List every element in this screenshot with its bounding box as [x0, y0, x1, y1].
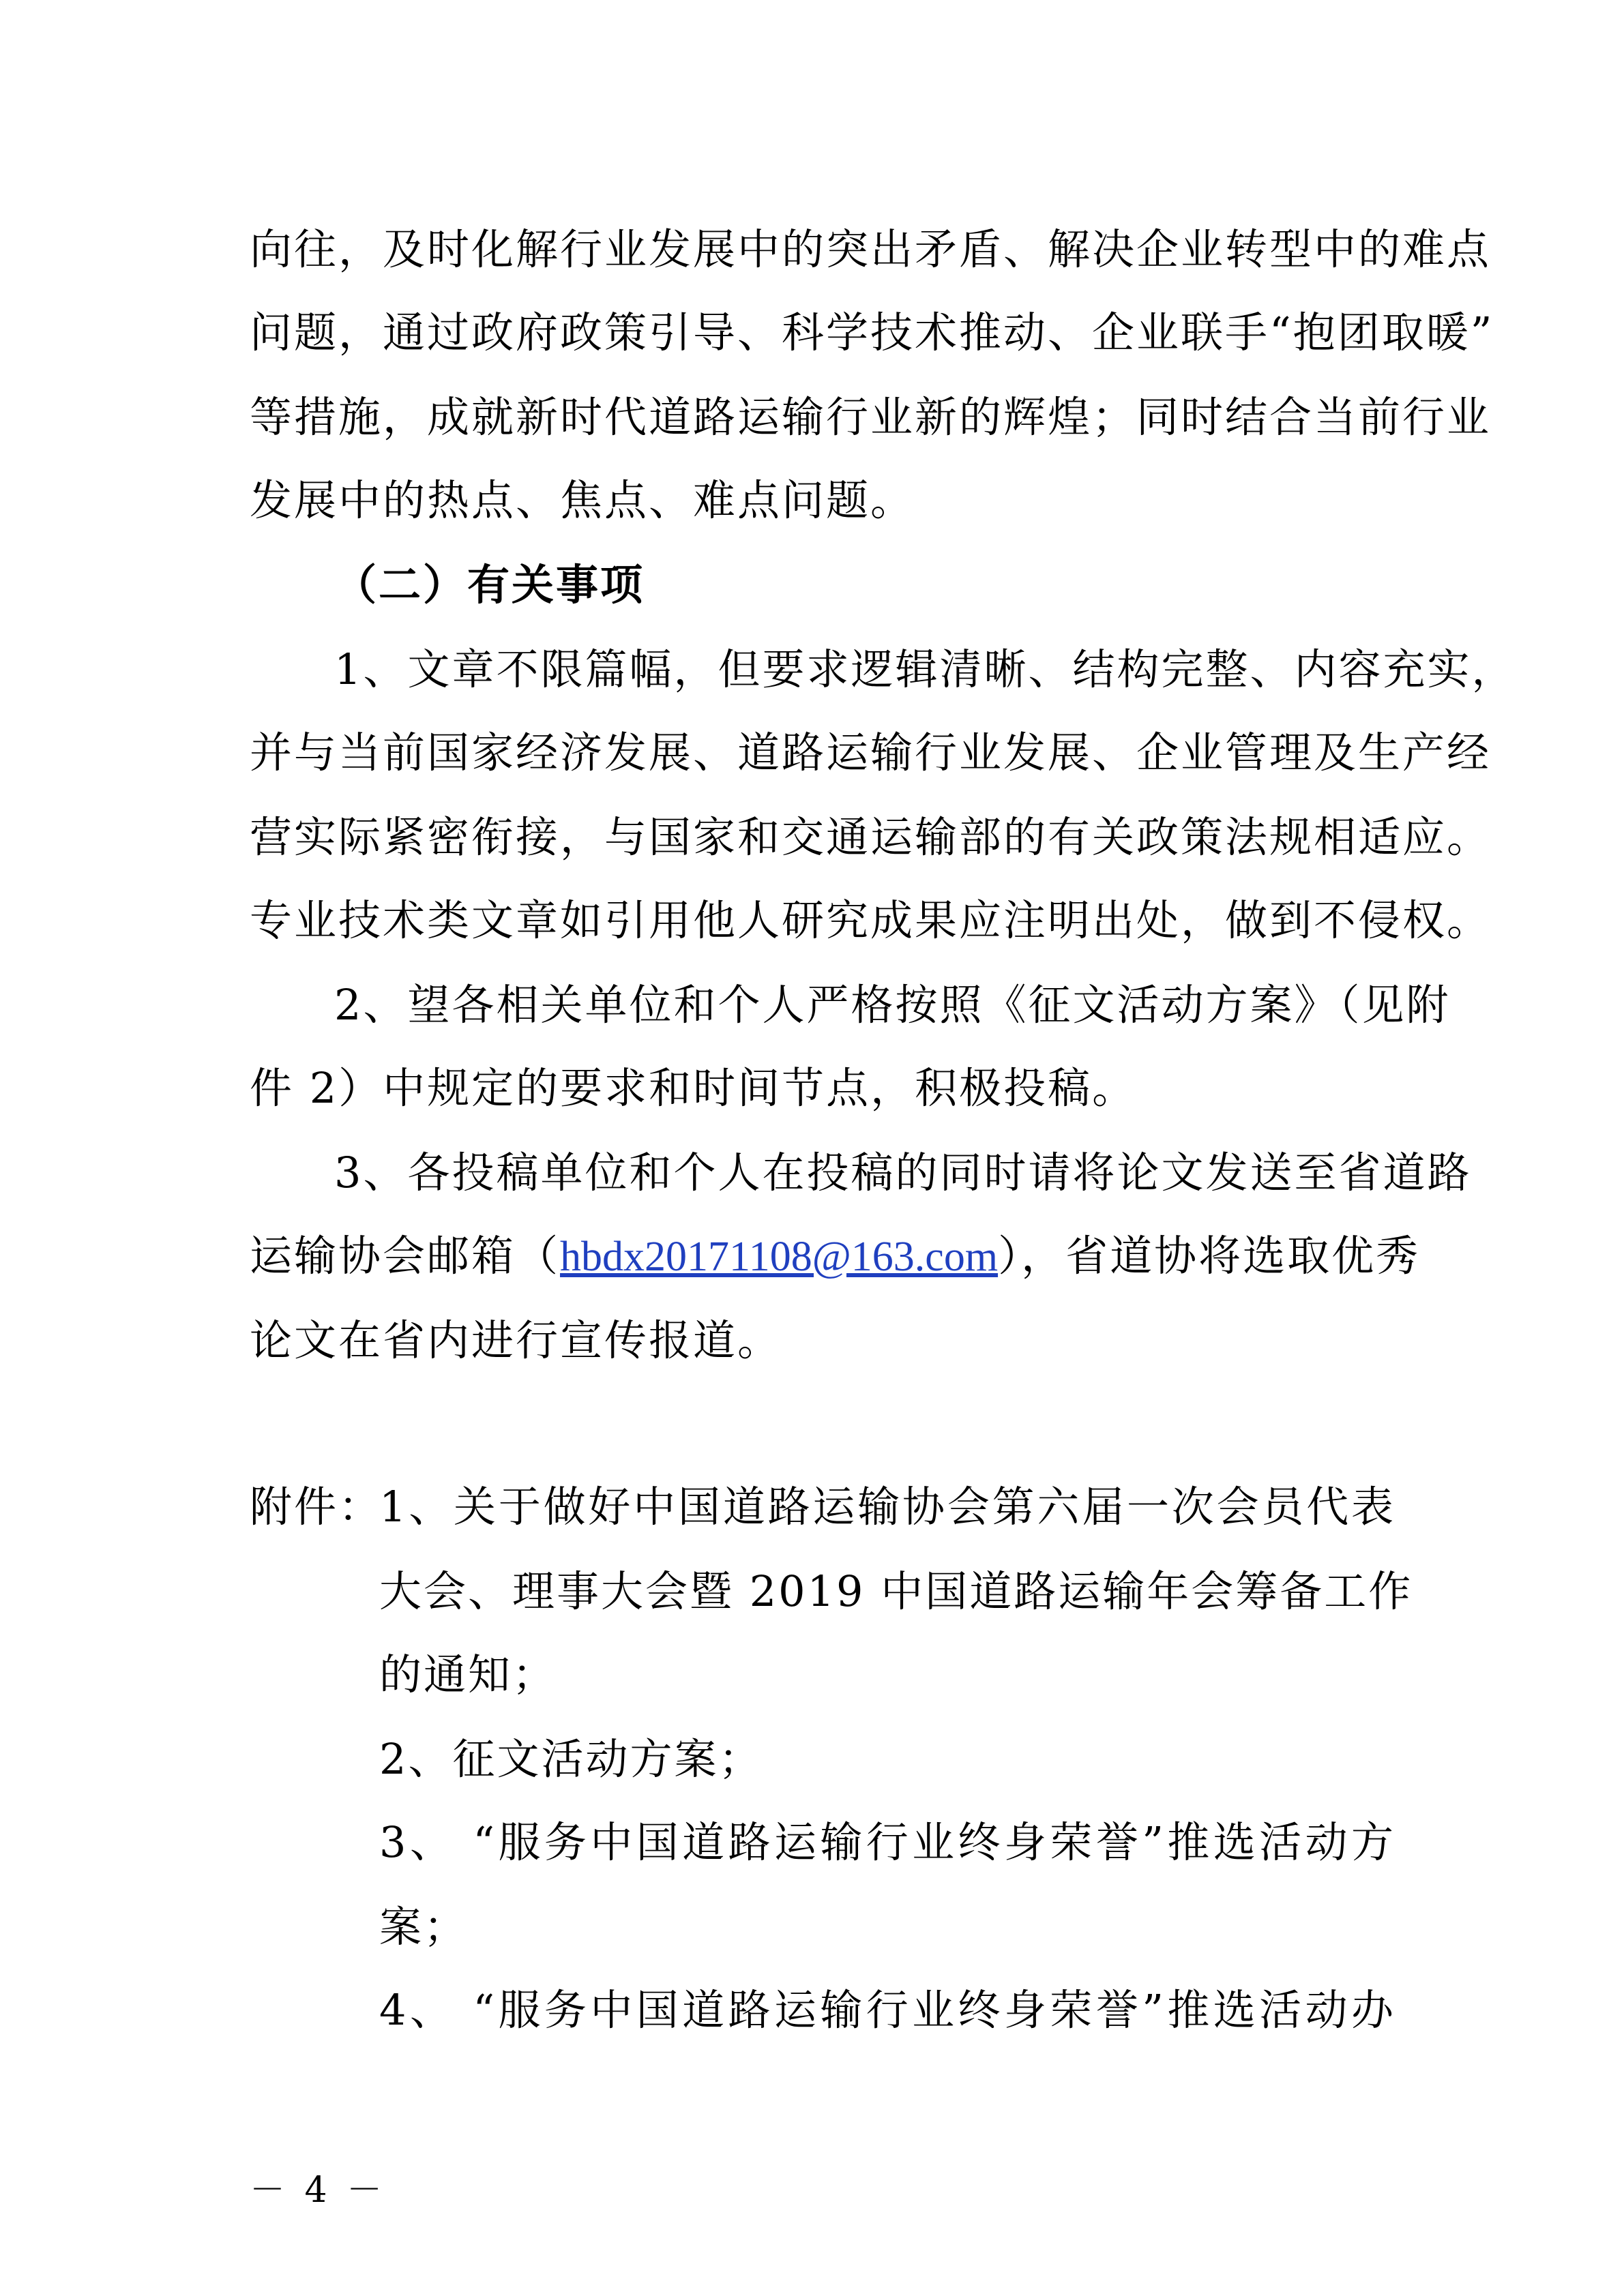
body-line: 问题，通过政府政策引导、科学技术推动、企业联手“抱团取暖” — [250, 308, 1494, 357]
item-2-line: 2、望各相关单位和个人严格按照《征文活动方案》（见附 — [334, 980, 1451, 1030]
item-3-text-after: ），省道协将选取优秀 — [998, 1231, 1421, 1281]
attachment-line: 的通知； — [379, 1650, 557, 1699]
attachments-label: 附件： — [250, 1482, 383, 1532]
email-link[interactable]: hbdx20171108@163.com — [560, 1234, 999, 1280]
item-3-line: 3、各投稿单位和个人在投稿的同时请将论文发送至省道路 — [334, 1148, 1472, 1197]
item-1-line: 专业技术类文章如引用他人研究成果应注明出处，做到不侵权。 — [250, 895, 1492, 945]
item-1-line: 1、文章不限篇幅，但要求逻辑清晰、结构完整、内容充实， — [334, 644, 1516, 694]
item-3-text-before: 运输协会邮箱（ — [250, 1231, 561, 1281]
item-1-line: 营实际紧密衔接，与国家和交通运输部的有关政策法规相适应。 — [250, 812, 1492, 862]
attachment-line: 大会、理事大会暨 2019 中国道路运输年会筹备工作 — [379, 1566, 1413, 1616]
body-line: 等措施，成就新时代道路运输行业新的辉煌；同时结合当前行业 — [250, 392, 1492, 442]
item-3-line: 论文在省内进行宣传报道。 — [250, 1315, 782, 1365]
attachment-line: 2、征文活动方案； — [379, 1734, 763, 1784]
attachment-line: 1、关于做好中国道路运输协会第六届一次会员代表 — [379, 1482, 1396, 1532]
section-heading: （二）有关事项 — [334, 560, 645, 610]
body-line: 发展中的热点、焦点、难点问题。 — [250, 475, 915, 525]
attachment-line: 3、 “服务中国道路运输行业终身荣誉”推选活动方 — [379, 1817, 1396, 1867]
item-2-line: 件 2）中规定的要求和时间节点，积极投稿。 — [250, 1063, 1137, 1113]
item-3-line-email — [250, 1229, 1421, 1284]
body-line: 向往，及时化解行业发展中的突出矛盾、解决企业转型中的难点 — [250, 224, 1492, 274]
page-number: － 4 － — [250, 2170, 387, 2211]
attachment-line: 案； — [379, 1902, 469, 1952]
attachment-line: 4、 “服务中国道路运输行业终身荣誉”推选活动办 — [379, 1985, 1396, 2035]
item-1-line: 并与当前国家经济发展、道路运输行业发展、企业管理及生产经 — [250, 728, 1492, 777]
